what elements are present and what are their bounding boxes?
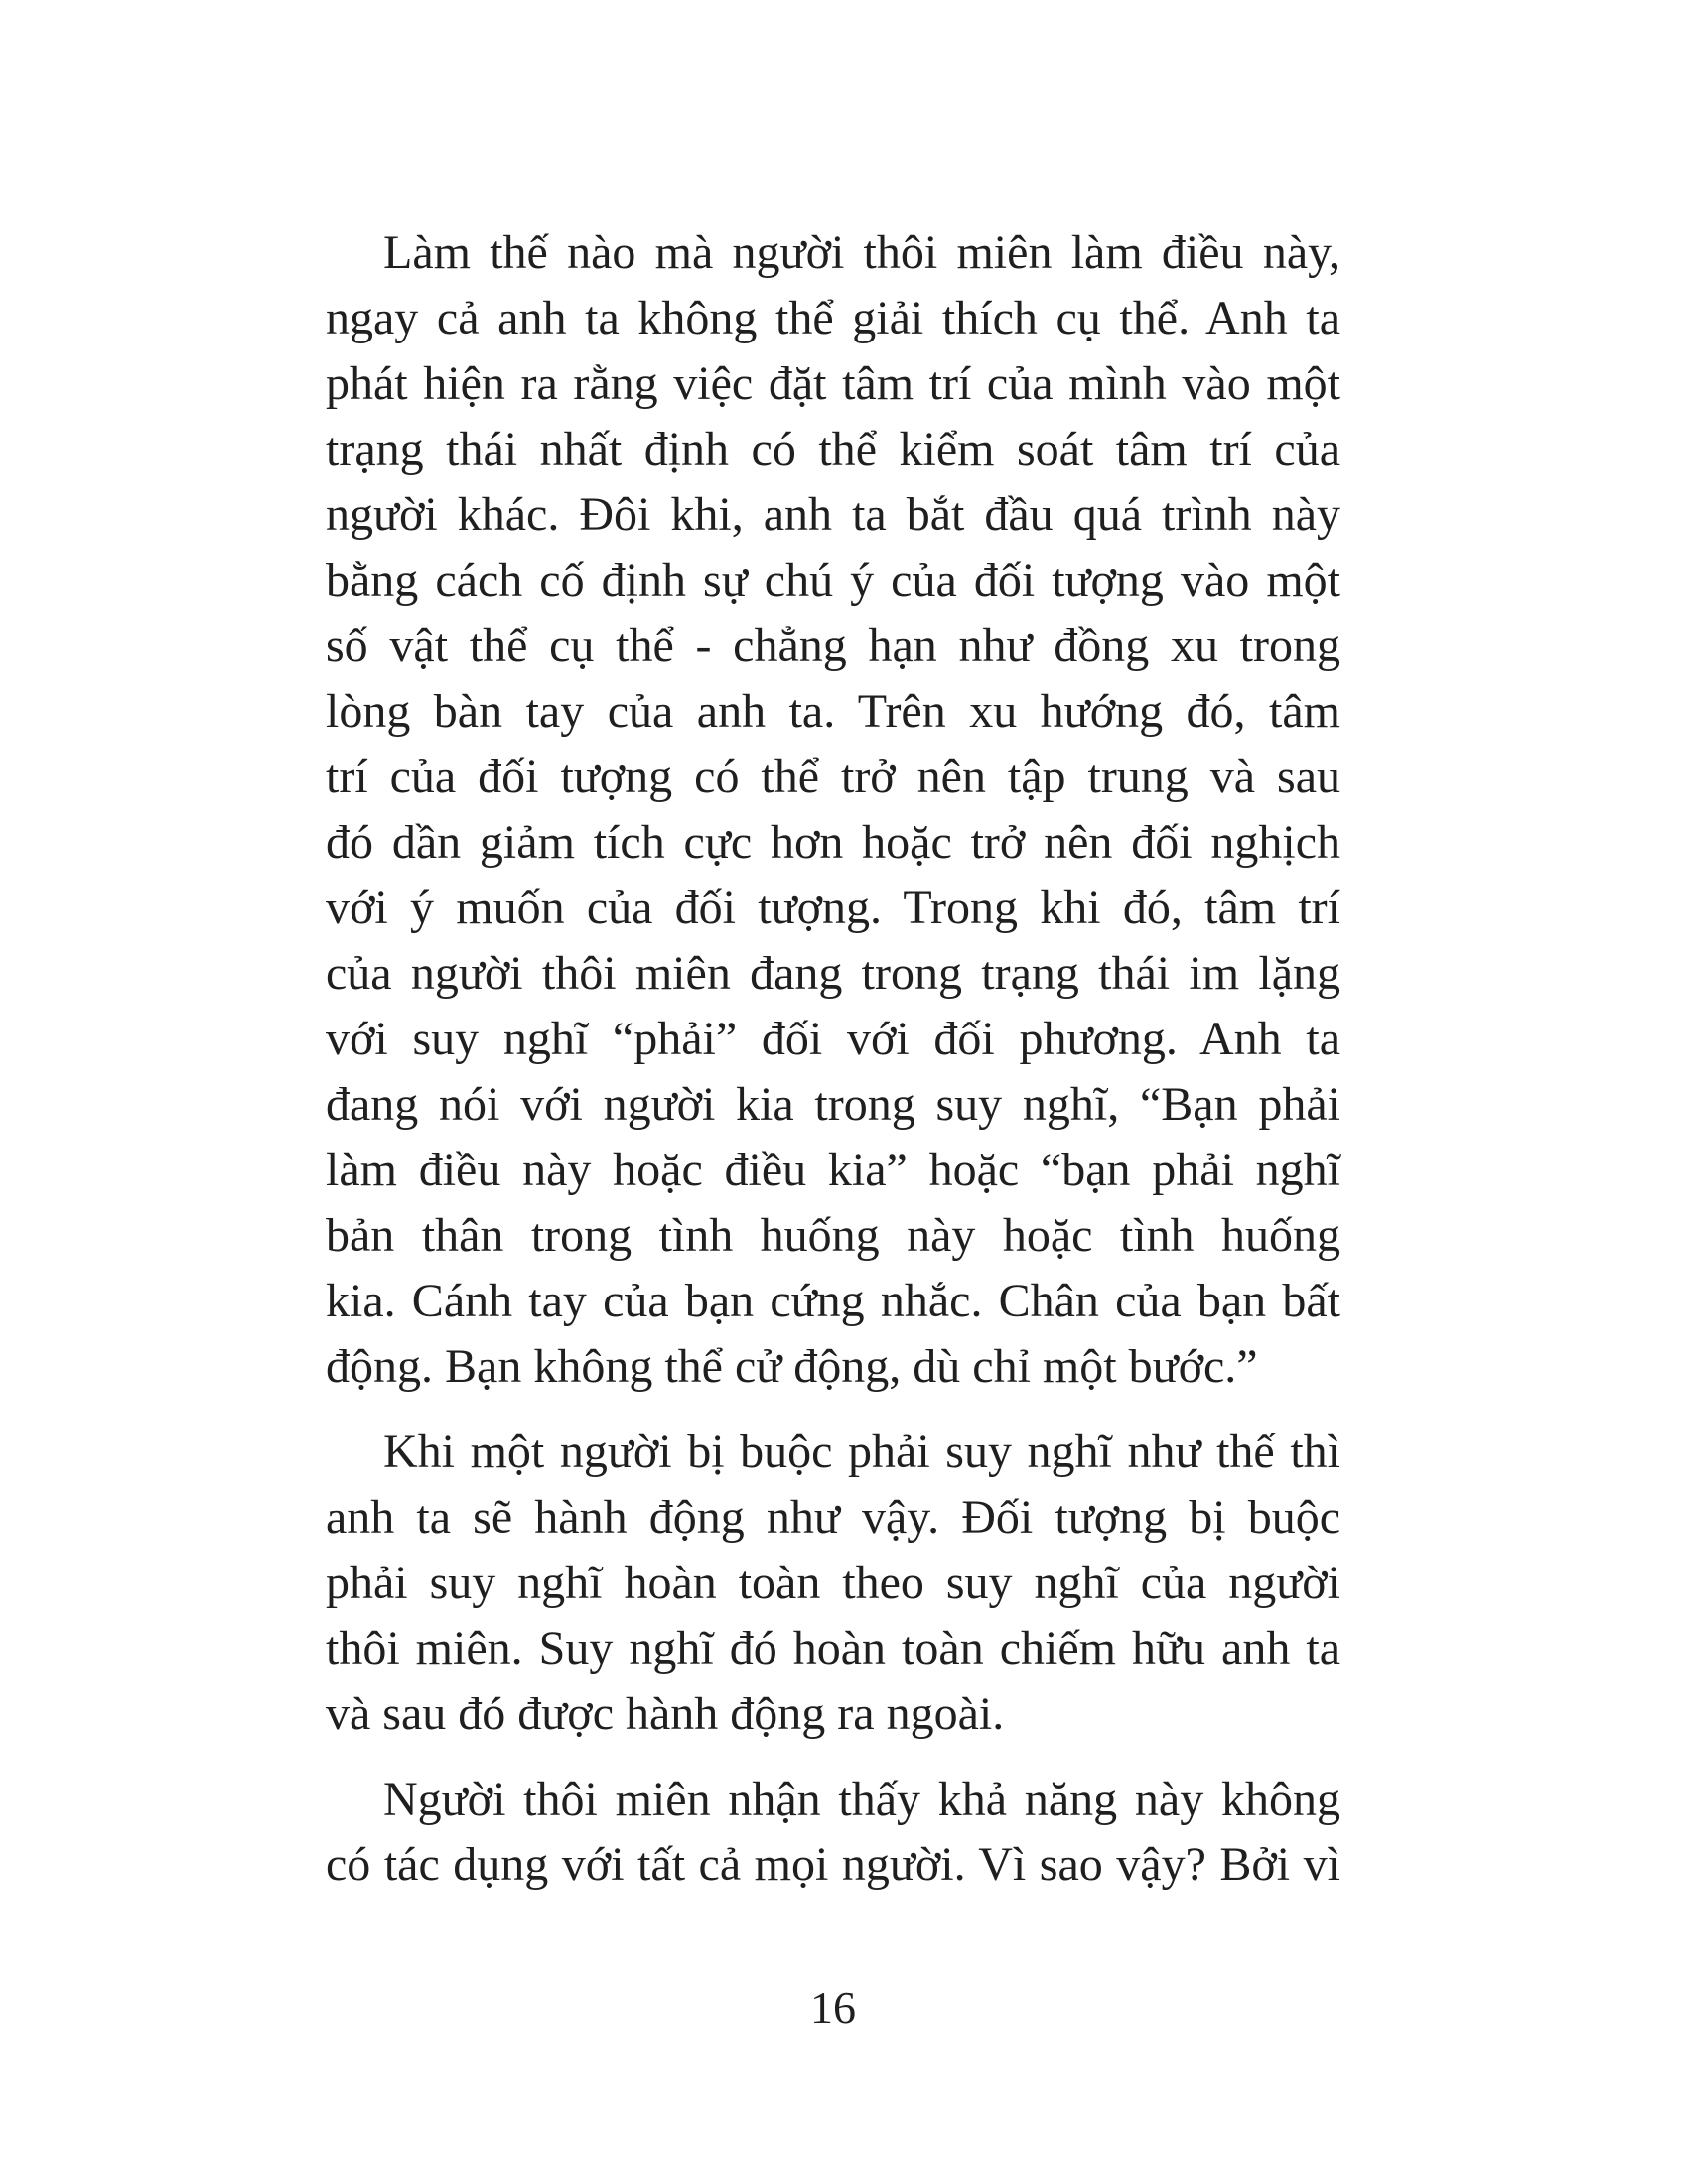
- text-line: lòng bàn tay của anh ta. Trên xu hướng đó, tâm: [326, 685, 1340, 738]
- text-line: đang nói với người kia trong suy nghĩ, “Bạn phải: [326, 1078, 1340, 1131]
- text-line: phát hiện ra rằng việc đặt tâm trí của mình vào một: [326, 357, 1340, 410]
- text-line: anh ta sẽ hành động như vậy. Đối tượng bị buộc: [326, 1491, 1340, 1544]
- paragraph: [326, 1420, 1340, 1747]
- text-line: Người thôi miên nhận thấy khả năng này không: [383, 1773, 1340, 1826]
- text-line: có tác dụng với tất cả mọi người. Vì sao vậy? Bởi vì: [326, 1839, 1340, 1891]
- text-line: với ý muốn của đối tượng. Trong khi đó, tâm trí: [326, 882, 1340, 934]
- text-line: động. Bạn không thể cử động, dù chỉ một bước.”: [326, 1340, 1258, 1393]
- text-line: làm điều này hoặc điều kia” hoặc “bạn phải nghĩ: [326, 1144, 1340, 1196]
- text-line: Làm thế nào mà người thôi miên làm điều này,: [383, 226, 1340, 279]
- text-line: trạng thái nhất định có thể kiểm soát tâm trí của: [326, 423, 1340, 476]
- text-line: ngay cả anh ta không thể giải thích cụ thể. Anh ta: [326, 292, 1340, 344]
- text-line: bản thân trong tình huống này hoặc tình huống: [326, 1209, 1340, 1262]
- text-line: thôi miên. Suy nghĩ đó hoàn toàn chiếm hữu anh ta: [326, 1622, 1340, 1675]
- text-line: trí của đối tượng có thể trở nên tập trung và sau: [326, 751, 1340, 803]
- text-line: và sau đó được hành động ra ngoài.: [326, 1688, 1005, 1740]
- text-line: số vật thể cụ thể - chẳng hạn như đồng xu trong: [326, 619, 1340, 672]
- text-line: kia. Cánh tay của bạn cứng nhắc. Chân của bạn bất: [326, 1275, 1340, 1327]
- text-line: phải suy nghĩ hoàn toàn theo suy nghĩ của người: [326, 1557, 1340, 1609]
- text-line: với suy nghĩ “phải” đối với đối phương. Anh ta: [326, 1013, 1340, 1065]
- text-line: Khi một người bị buộc phải suy nghĩ như thế thì: [383, 1426, 1340, 1478]
- paragraph: [326, 220, 1340, 1400]
- text-line: bằng cách cố định sự chú ý của đối tượng vào một: [326, 554, 1340, 607]
- page-number: 16: [810, 1982, 856, 2033]
- paragraph: [326, 1767, 1340, 1898]
- text-line: của người thôi miên đang trong trạng thái im lặng: [326, 947, 1340, 1000]
- body-text: [326, 220, 1340, 1918]
- text-line: người khác. Đôi khi, anh ta bắt đầu quá trình này: [326, 488, 1340, 541]
- text-line: đó dần giảm tích cực hơn hoặc trở nên đối nghịch: [326, 816, 1340, 869]
